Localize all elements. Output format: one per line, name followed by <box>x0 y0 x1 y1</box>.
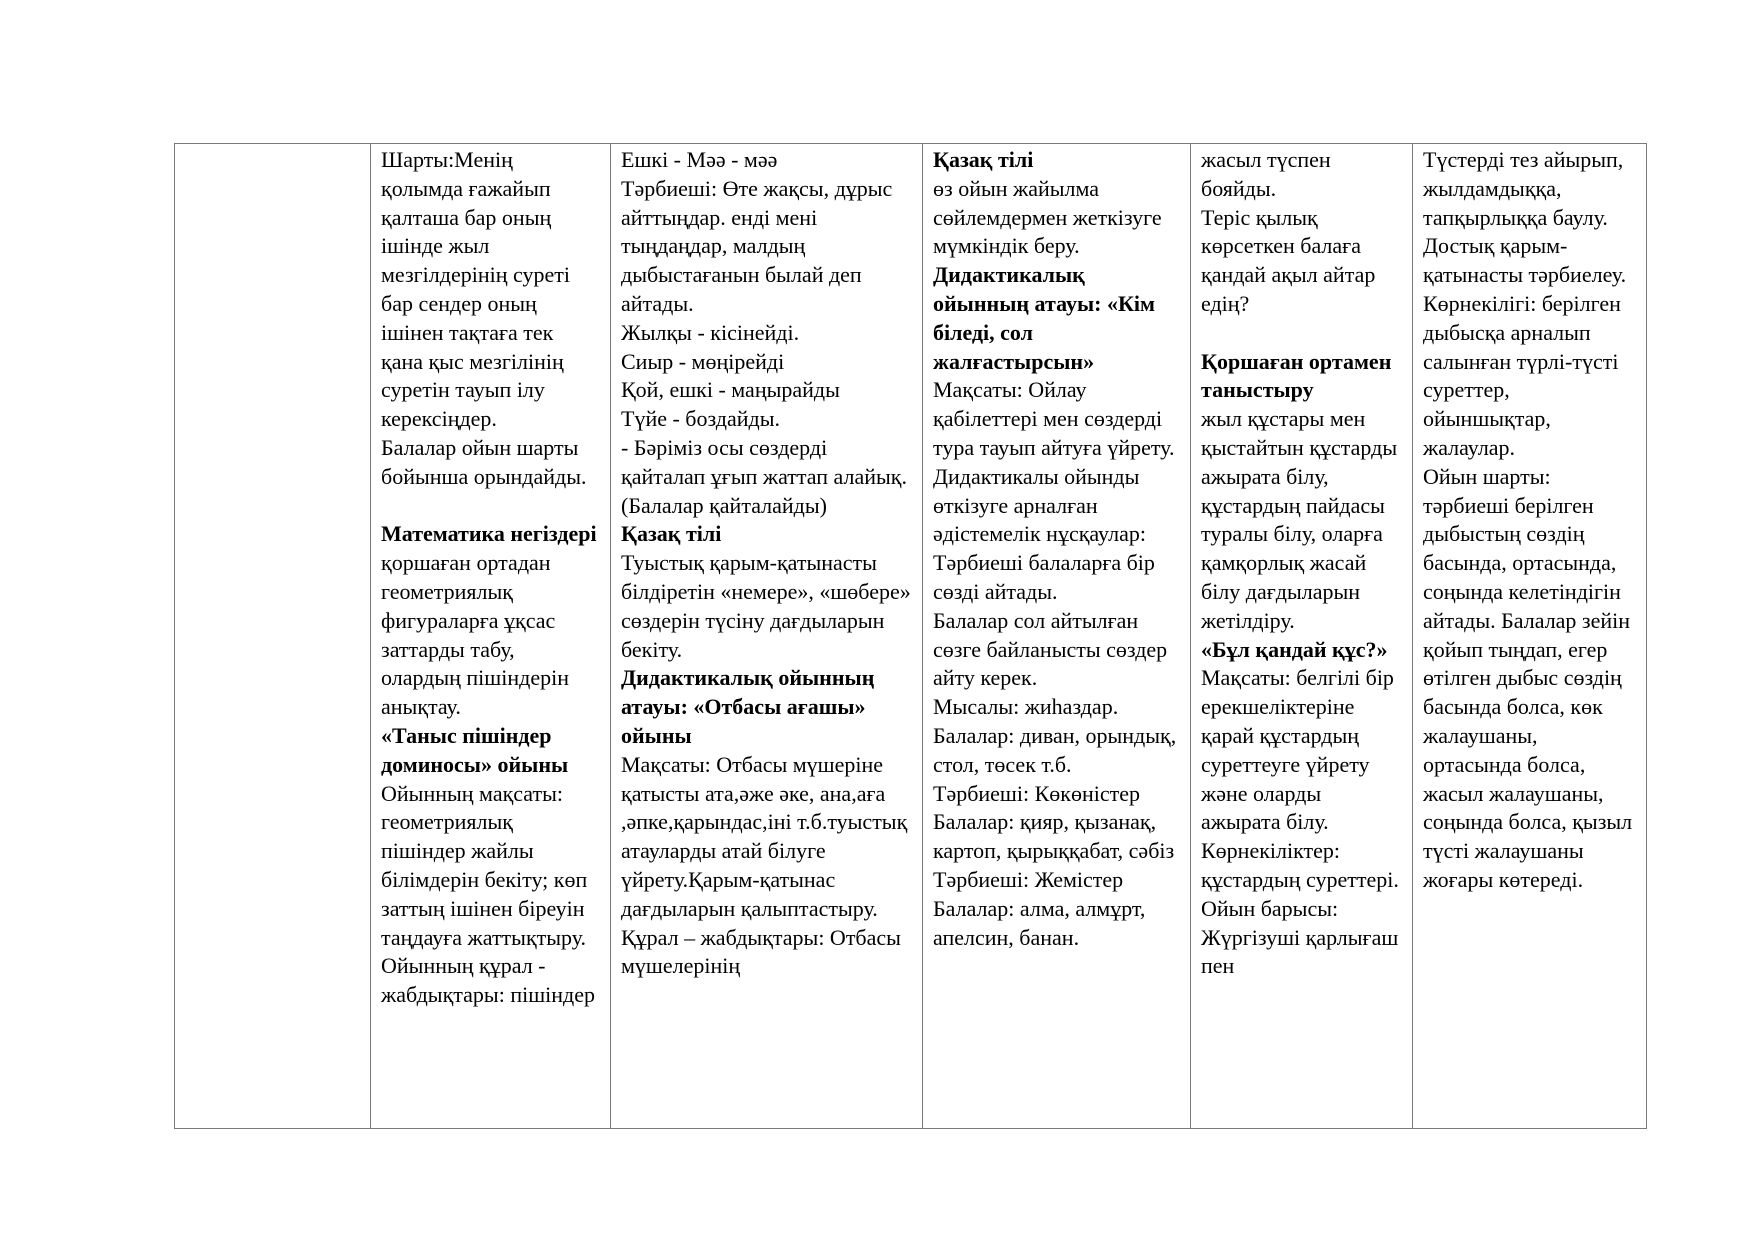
table-cell <box>371 144 611 1129</box>
table-cell-empty <box>175 144 371 1129</box>
heading-text: «Таныс пішіндер доминосы» ойыны <box>381 722 569 777</box>
body-text: Туыстық қарым-қатынасты білдіретін «немере», «шөбере» сөздерін түсіну дағдыларын бекіту. <box>621 550 911 662</box>
body-text: Ойын шарты: тәрбиеші берілген дыбыстың сөздің басында, ортасында, соңында келетіндігін айтады. Балалар зейін қойып тыңдап, егер өтілген дыбыс сөздің басында болса, көк жалаушаны, ортасында болса, жасыл жалаушаны, соңында болса, қызыл түсті жалаушаны жоғары көтереді. <box>1423 463 1633 892</box>
body-text: Ешкі - Мәә - мәә <box>621 147 778 172</box>
body-text: Көрнекіліктер: құстардың суреттері. <box>1201 838 1399 892</box>
body-text: қоршаған ортадан геометриялық фигураларға ұқсас заттарды табу, олардың пішіндерін анықтау. <box>381 550 569 720</box>
body-text: Қой, ешкі - маңырайды <box>621 377 840 403</box>
body-text: жыл құстары мен қыстайтын құстарды ажырата білу, құстардың пайдасы туралы білу, оларға қамқорлық жасай білу дағдыларын жетілдіру. <box>1201 406 1398 633</box>
body-text: Тәрбиеші балаларға бір сөзді айтады. <box>933 550 1155 604</box>
body-text: Жылқы - кісінейді. <box>621 319 800 345</box>
table-cell <box>923 144 1191 1129</box>
body-text: Балалар: диван, орындық, стол, төсек т.б. <box>933 722 1177 777</box>
body-text: Құрал – жабдықтары: Отбасы мүшелерінің <box>621 924 901 979</box>
body-text: Дидактикалы ойынды өткізуге арналған әдістемелік нұсқаулар: <box>933 463 1146 547</box>
body-text: Балалар ойын шарты бойынша орындайды. <box>381 434 587 489</box>
body-text: Мақсаты: белгілі бір ерекшеліктеріне қарай құстардың суреттеуге үйрету және оларды ажырата білу. <box>1201 665 1394 835</box>
heading-text: Қазақ тілі <box>933 147 1034 172</box>
body-text: Шарты:Менің қолымда ғажайып қалташа бар оның ішінде жыл мезгілдерінің суреті бар сендер оның ішінен тақтаға тек қана қыс мезгілінің суретін тауып ілу керексіңдер. <box>381 147 570 432</box>
heading-text: «Бұл қандай құс?» <box>1201 636 1388 662</box>
body-text: Ойын барысы: Жүргізуші қарлығаш пен <box>1201 895 1399 979</box>
table-cell <box>611 144 923 1129</box>
heading-text: Дидактикалық ойынның атауы: «Кім біледі, сол жалғастырсын» <box>933 262 1155 374</box>
plan-table <box>174 143 1647 1129</box>
body-text: Теріс қылық көрсеткен балаға қандай ақыл айтар едің? <box>1201 204 1376 316</box>
body-text: Балалар сол айтылған сөзге байланысты сөздер айту керек. <box>933 607 1168 691</box>
body-text: Балалар: алма, алмұрт, апелсин, банан. <box>933 895 1146 950</box>
heading-text: Қазақ тілі <box>621 521 722 547</box>
body-text: Мысалы: жиһаздар. <box>933 694 1119 720</box>
body-text: - Бәріміз осы сөздерді қайталап ұғып жаттап алайық.(Балалар қайталайды) <box>621 434 907 518</box>
heading-text: Математика негіздері <box>381 521 597 547</box>
body-text: Түйе - боздайды. <box>621 406 780 432</box>
body-text: өз ойын жайылма сөйлемдермен жеткізуге мүмкіндік беру. <box>933 175 1162 259</box>
body-text: Тәрбиеші: Көкөністер <box>933 780 1140 806</box>
heading-text: Дидактикалық ойынның атауы: «Отбасы ағашы» ойыны <box>621 665 875 748</box>
spacer <box>381 492 600 521</box>
table-cell <box>1191 144 1413 1129</box>
body-text: Ойынның құрал - жабдықтары: пішіндер <box>381 953 595 1008</box>
body-text: жасыл түспен бояйды. <box>1201 147 1331 201</box>
body-text: Көрнекілігі: берілген дыбысқа арналып салынған түрлі-түсті суреттер, ойыншықтар, жалаулар. <box>1423 290 1621 460</box>
spacer <box>1201 319 1402 348</box>
body-text: Ойынның мақсаты: геометриялық пішіндер жайлы білімдерін бекіту; көп заттың ішінен біреуін таңдауға жаттықтыру. <box>381 780 588 950</box>
heading-text: Қоршаған ортамен таныстыру <box>1201 348 1392 403</box>
body-text: Сиыр - мөңірейді <box>621 348 785 374</box>
body-text: Мақсаты: Ойлау қабілеттері мен сөздерді тура тауып айтуға үйрету. <box>933 377 1175 460</box>
table-row <box>175 144 1647 1129</box>
body-text: Тәрбиеші: Өте жақсы, дұрыс айттыңдар. енді мені тыңдаңдар, малдың дыбыстағанын былай деп айтады. <box>621 175 893 316</box>
table-cell <box>1413 144 1647 1129</box>
body-text: Тәрбиеші: Жемістер <box>933 866 1124 892</box>
body-text: Түстерді тез айырып, жылдамдыққа, тапқырлыққа баулу. Достық қарым-қатынасты тәрбиелеу. <box>1423 147 1627 288</box>
body-text: Балалар: қияр, қызанақ, картоп, қырыққабат, сәбіз <box>933 809 1175 864</box>
body-text: Мақсаты: Отбасы мүшеріне қатысты ата,әже әке, ана,аға ,әпке,қарындас,іні т.б.туыстық атауларды атай білуге үйрету.Қарым-қатынас дағдыларын қалыптастыру. <box>621 751 908 921</box>
